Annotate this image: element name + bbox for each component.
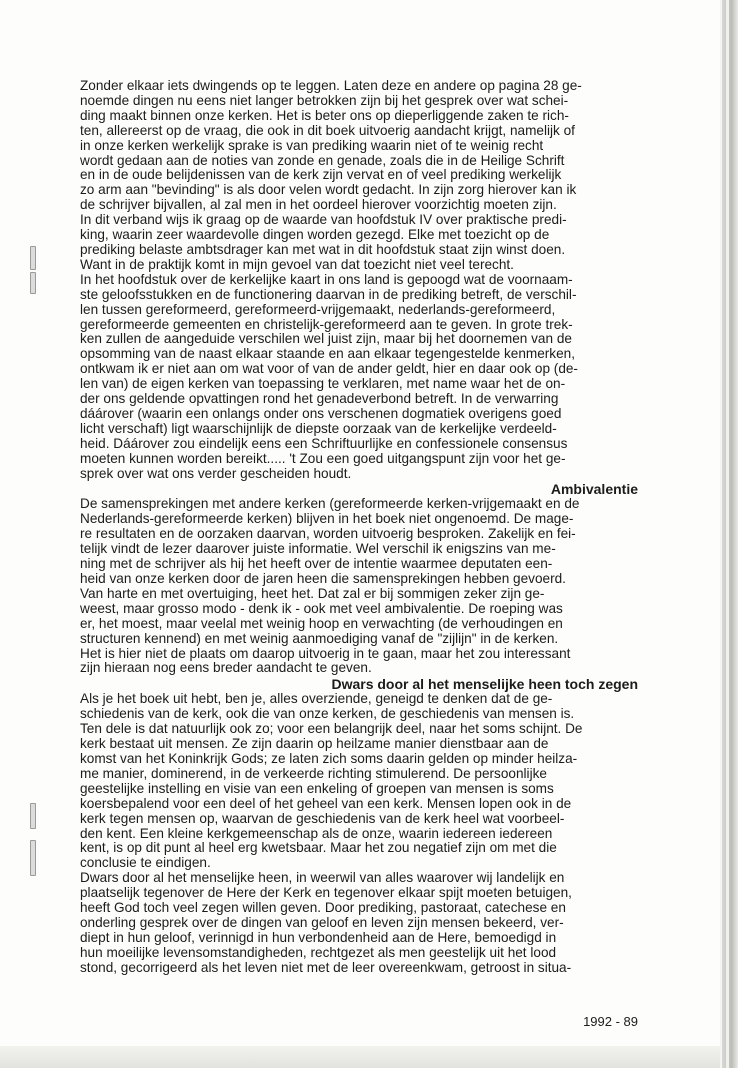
page-edge-shadow xyxy=(722,0,738,1068)
binding-mark xyxy=(30,803,36,829)
section-heading-ambivalentie: Ambivalentie xyxy=(550,481,638,498)
binding-mark xyxy=(30,840,36,876)
section-heading-zegen: Dwars door al het menselijke heen toch zegen xyxy=(331,676,638,693)
article-body xyxy=(80,79,638,976)
paragraph: In dit verband wijs ik graag op de waarde van hoofdstuk IV over praktische predi- king, waarin zeer waardevolle dingen worden gezegd. Elke met toezicht op de prediking belaste ambtsdrager kan met wat in dit hoofdstuk staat zijn winst doen. Want in de praktijk komt in mijn gevoel van dat toezicht niet veel terecht. xyxy=(80,212,567,272)
paragraph: Zonder elkaar iets dwingends op te leggen. Laten deze en andere op pagina 28 ge- noemde dingen nu eens niet langer betrokken zijn bij het gesprek over wat schei- ding maakt binnen onze kerken. Het is beter ons op dieperliggende zaken te rich- ten, allereerst op de vraag, die ook in dit boek uitvoerig aandacht krijgt, namelijk of in onze kerken werkelijk sprake is van prediking waarin niet of te weinig recht wordt gedaan aan de noties van zonde en genade, zoals die in de Heilige Schrift en in de oude belijdenissen van de kerk zijn vervat en of veel prediking werkelijk zo arm aan "bevinding" is als door velen wordt gedacht. In zijn zorg hierover kan ik de schrijver bijvallen, al zal men in het oordeel hierover voorzichtig moeten zijn. xyxy=(80,78,582,213)
binding-mark xyxy=(30,272,36,294)
paragraph: Als je het boek uit hebt, ben je, alles overziende, geneigd te denken dat de ge- schiedenis van de kerk, ook die van onze kerken, de geschiedenis van mensen is. Ten dele is dat natuurlijk ook zo; voor een belangrijk deel, naar het soms schijnt. De kerk bestaat uit mensen. Ze zijn daarin op heilzame manier dienstbaar aan de komst van het Koninkrijk Gods; ze laten zich soms daarin gelden op minder heilza- me manier, dominerend, in de verkeerde richting stimulerend. De persoonlijke geestelijke instelling en visie van een enkeling of groepen van mensen is soms koersbepalend voor een deel of het geheel van een kerk. Mensen lopen ook in de kerk tegen mensen op, waarvan de geschiedenis van de kerk heel wat voorbeel- den kent. Een kleine kerkgemeenschap als de onze, waarin iedereen iedereen kent, is op dit punt al heel erg kwetsbaar. Maar het zou negatief zijn om met die conclusie te eindigen. xyxy=(80,691,583,871)
paragraph: In het hoofdstuk over de kerkelijke kaart in ons land is gepoogd wat de voornaam- ste geloofsstukken en de functionering daarvan in de prediking betreft, de verschil- len tussen gereformeerd, gereformeerd-vrijgemaakt, nederlands-gereformeerd, gereformeerde gemeenten en christelijk-gereformeerd aan te geven. In grote trek- ken zullen de aangeduide verschilen wel juist zijn, maar bij het doornemen van de opsomming van de naast elkaar staande en aan elkaar tegengestelde kenmerken, ontkwam ik er niet aan om wat voor of van de ander geldt, hier en daar ook op (de- len van) de eigen kerken van toepassing te verklaren, met name waar het de on- der ons geldende opvattingen rond het genadeverbond betreft. In de verwarring dáárover (waarin een onlangs onder ons verschenen dogmatiek overigens goed licht verschaft) ligt waarschijnlijk de diepste oorzaak van de kerkelijke verdeeld- heid. Dáárover zou eindelijk eens een Schriftuurlijke en confessionele consensus moeten kunnen worden bereikt..... 't Zou een goed uitgangspunt zijn voor het ge- sprek over wat ons verder gescheiden houdt. xyxy=(80,271,578,481)
paragraph: Dwars door al het menselijke heen, in weerwil van alles waarover wij landelijk en plaatselijk tegenover de Here der Kerk en tegenover elkaar spijt moeten betuigen, heeft God toch veel zegen willen geven. Door prediking, pastoraat, catechese en onderling gesprek over de dingen van geloof en leven zijn mensen bekeerd, ver- diept in hun geloof, verinnigd in hun verbondenheid aan de Here, bemoedigd in hun moeilijke levensomstandigheden, rechtgezet als men geestelijk uit het lood stond, gecorrigeerd als het leven niet met de leer overeenkwam, getroost in situa- xyxy=(80,870,572,975)
binding-mark xyxy=(30,246,36,270)
page-number: 1992 - 89 xyxy=(583,1014,638,1029)
page-bottom-edge xyxy=(0,1046,720,1068)
paragraph: De samensprekingen met andere kerken (gereformeerde kerken-vrijgemaakt en de Nederlands-gereformeerde kerken) blijven in het boek niet ongenoemd. De mage- re resultaten en de oorzaken daarvan, worden uitvoerig besproken. Zakelijk en fei- telijk vindt de lezer daarover juiste informatie. Wel verschil ik enigszins van me- ning met de schrijver als hij het heeft over de intentie waarmee deputaten een- heid van onze kerken door de jaren heen die samensprekingen hebben gevoerd. Van harte en met overtuiging, heet het. Dat zal er bij sommigen zeker zijn ge- weest, maar grosso modo - denk ik - ook met veel ambivalentie. De roeping was er, het moest, maar veelal met weinig hoop en verwachting (de verhoudingen en structuren kennend) en met weinig aanmoediging vanaf de "zijlijn" in de kerken. Het is hier niet de plaats om daarop uitvoerig in te gaan, maar het zou interessant zijn hieraan nog eens breder aandacht te geven. xyxy=(80,496,580,676)
